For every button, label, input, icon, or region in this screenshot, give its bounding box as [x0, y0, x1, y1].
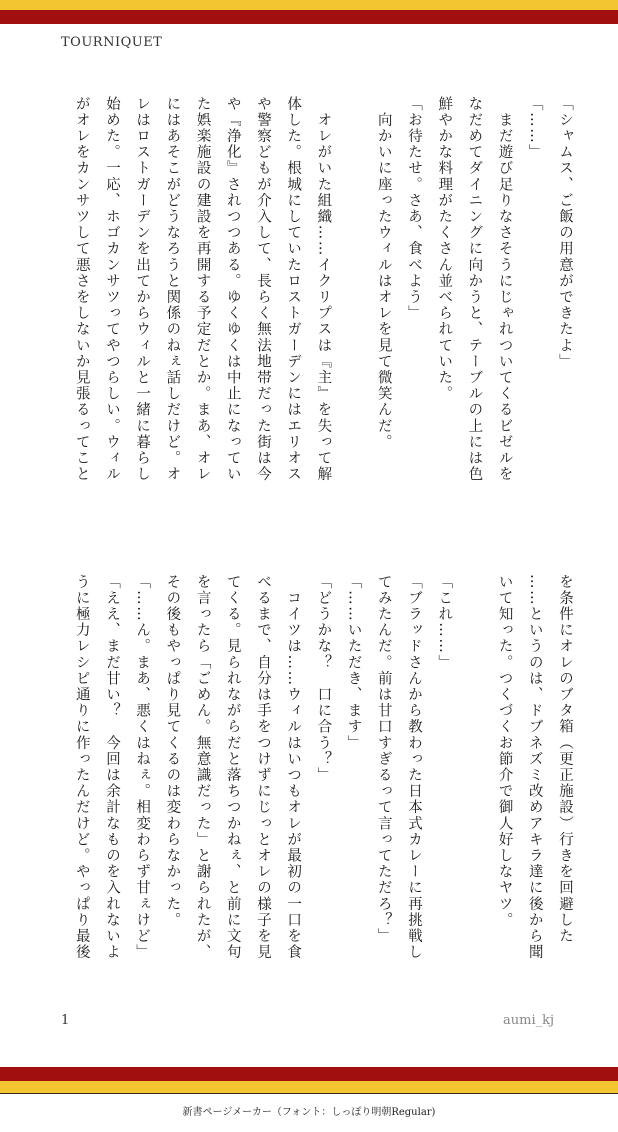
text-line: いて知った。つくづくお節介で御人好しなヤツ。 [496, 574, 513, 929]
page-title: TOURNIQUET [61, 35, 163, 50]
text-line: 「……ん。まあ、悪くはねぇ。相変わらず甘ぇけど」 [134, 574, 151, 961]
text-line: うに極力レシピ通りに作ったんだけど。やっぱり最後 [73, 574, 90, 961]
blank-line [459, 574, 489, 1014]
bottom-divider [0, 1093, 618, 1094]
text-line: 始めた。一応、ホゴカンサツってやつらしい。ウィル [103, 96, 120, 483]
text-line: 体した。根城にしていたロストガーデンにはエリオス [285, 96, 302, 483]
text-line: べるまで、自分は手をつけずにじっとオレの様子を見 [254, 574, 271, 961]
text-line: を条件にオレのブタ箱（更正施設）行きを回避した [557, 574, 573, 945]
text-line: や『浄化』されつつある。ゆくゆくは中止になってい [224, 96, 241, 483]
lower-text-block [60, 574, 580, 1014]
bottom-red-band [0, 1067, 618, 1081]
top-gold-band [0, 0, 618, 10]
text-line: 「これ……」 [436, 574, 453, 671]
blank-line [338, 96, 368, 526]
text-line: にはあそこがどうなろうと関係のねぇ話しだけど。オ [164, 96, 181, 483]
page-number: 1 [61, 1013, 70, 1028]
bottom-gold-band [0, 1081, 618, 1093]
text-line: がオレをカンサツして悪さをしないか見張るってこと [73, 96, 90, 483]
text-line: 「シャムス、ご飯の用意ができたよ」 [557, 96, 573, 370]
upper-text-block [60, 96, 580, 526]
text-line: 「……」 [526, 96, 543, 161]
text-line: や警察どもが介入して、長らく無法地帯だった街は今 [254, 96, 271, 483]
text-line: まだ遊び足りなさそうにじゃれついてくるビゼルを [496, 96, 513, 483]
text-line: 向かいに座ったウィルはオレを見て微笑んだ。 [375, 96, 392, 451]
text-line: コイツは……ウィルはいつもオレが最初の一口を食 [285, 574, 302, 961]
text-line: 「ブラッドさんから教わった日本式カレーに再挑戦し [405, 574, 422, 961]
text-line: 鮮やかな料理がたくさん並べられていた。 [436, 96, 453, 402]
text-line: 「ええ、まだ甘い？ 今回は余計なものを入れないよ [103, 574, 120, 961]
text-line: てみたんだ。前は甘口すぎるって言ってただろ？」 [375, 574, 392, 945]
text-line: レはロストガーデンを出てからウィルと一緒に暮らし [134, 96, 151, 483]
text-line: その後もやっぱり見てくるのは変わらなかった。 [164, 574, 181, 929]
top-red-band [0, 10, 618, 24]
author-name: aumi_kj [503, 1013, 555, 1028]
text-line: 「どうかな？ 口に合う？」 [315, 574, 332, 784]
text-line: オレがいた組織……イクリプスは『主』を失って解 [315, 96, 332, 483]
text-line: てくる。見られながらだと落ちつかねぇ、と前に文句 [224, 574, 241, 961]
text-line: 「お待たせ。さあ、食べよう」 [405, 96, 422, 322]
text-line: なだめてダイニングに向かうと、テーブルの上には色 [466, 96, 483, 483]
text-line: を言ったら「ごめん。無意識だった」と謝られたが、 [194, 574, 211, 961]
text-line: ……というのは、ドブネズミ改めアキラ達に後から聞 [526, 574, 543, 961]
text-line: 「……いただき、ます」 [345, 574, 362, 752]
text-line: た娯楽施設の建設を再開する予定だとか。まあ、オレ [194, 96, 211, 483]
generator-credit: 新書ページメーカー（フォント：しっぽり明朝Regular) [182, 1107, 436, 1118]
